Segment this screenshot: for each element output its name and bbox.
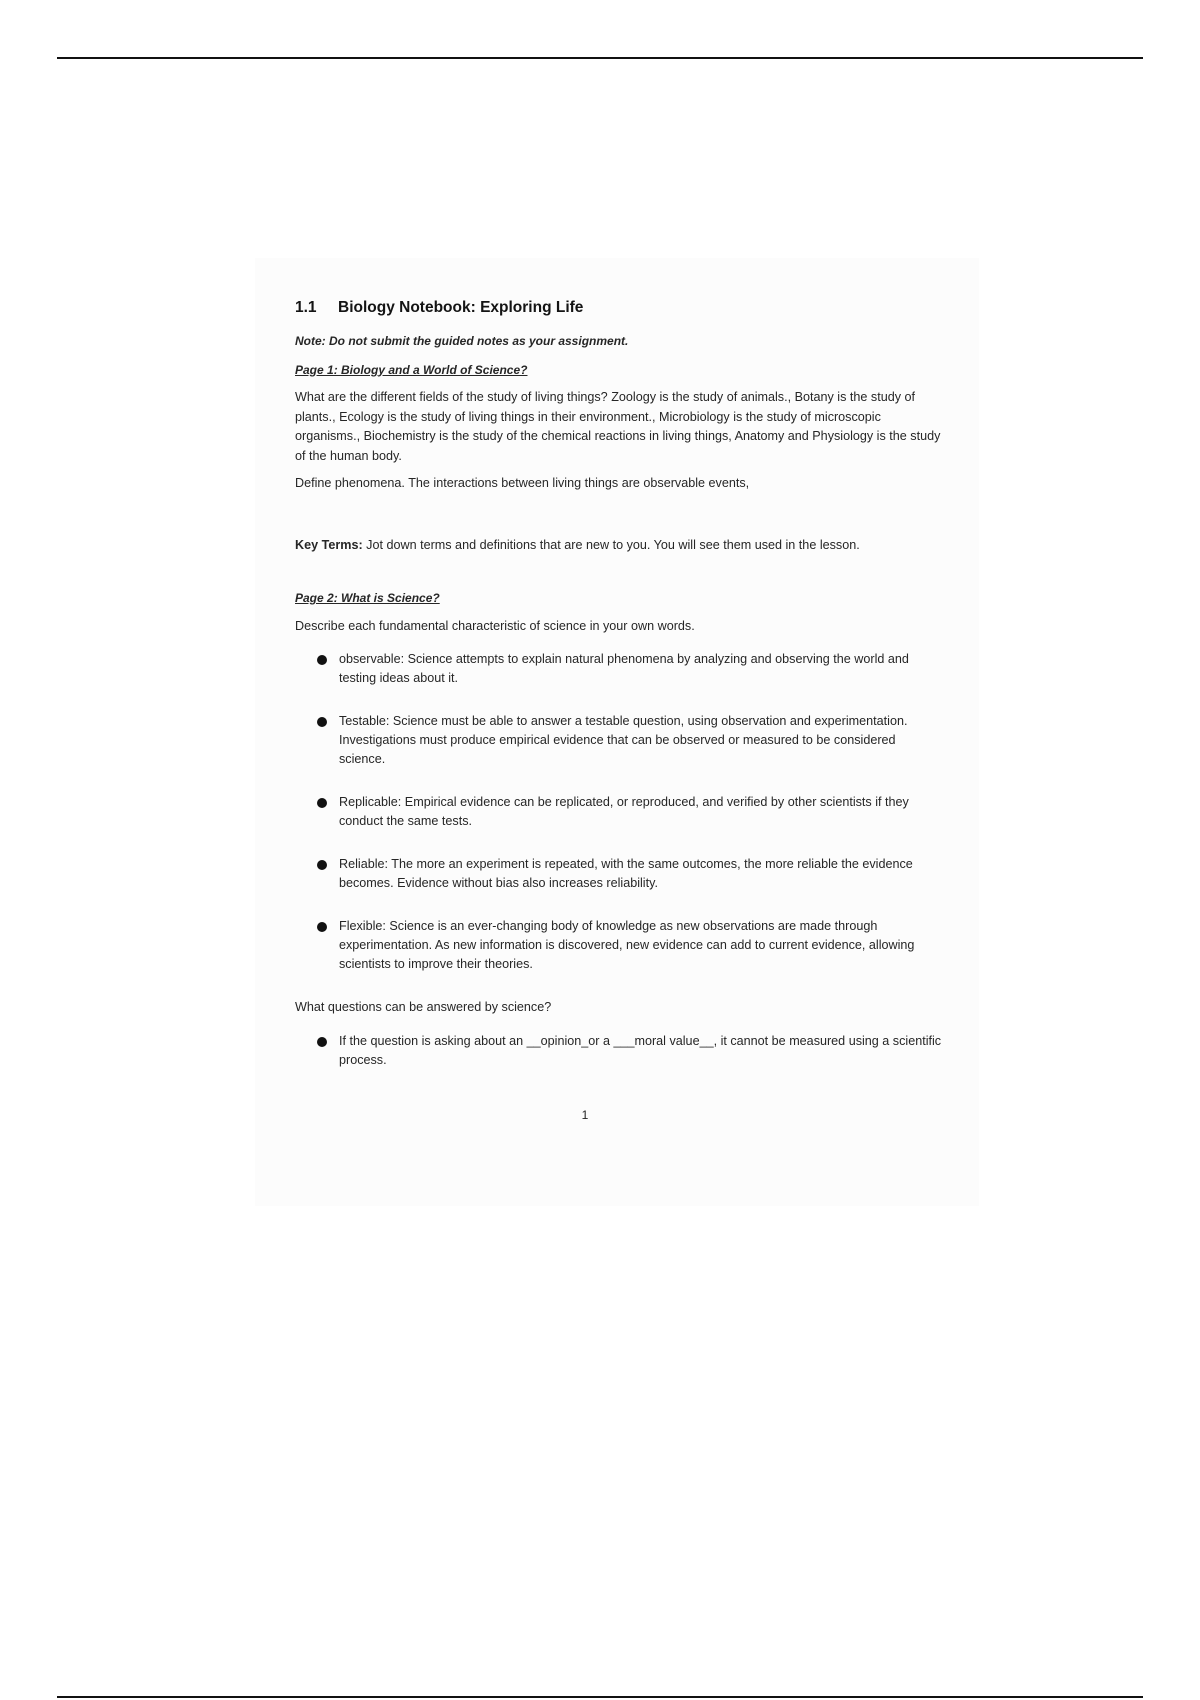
section-heading-page1: Page 1: Biology and a World of Science? [295,362,528,377]
list-item-text: Testable: Science must be able to answer a testable question, using observation and experimentation. Investigations must produce empirical evidence that can be observed or measured to be considered science. [339,714,908,766]
key-terms-paragraph [295,536,945,556]
title-text: Biology Notebook: Exploring Life [338,299,584,316]
bullet-icon [317,798,327,808]
section-heading-page2: Page 2: What is Science? [295,591,440,605]
list-item [317,855,945,893]
bottom-divider [57,1696,1143,1698]
top-divider [57,57,1143,59]
science-question: What questions can be answered by science? [295,1000,552,1014]
list-item [317,917,945,974]
phenomena-paragraph: Define phenomena. The interactions between living things are observable events, [295,476,750,490]
list-item [317,650,945,688]
list-item [317,1032,945,1070]
list-item [317,712,945,769]
list-item-text: Replicable: Empirical evidence can be replicated, or reproduced, and verified by other scientists if they conduct the same tests. [339,795,909,828]
list-item-text: Reliable: The more an experiment is repeated, with the same outcomes, the more reliable the evidence becomes. Evidence without bias also increases reliability. [339,857,913,890]
document-page [255,258,979,1206]
list-item-text: observable: Science attempts to explain natural phenomena by analyzing and observing the world and testing ideas about it. [339,652,909,685]
key-terms-label: Key Terms: [295,537,363,552]
page-number: 1 [581,1108,589,1122]
key-terms-text: Jot down terms and definitions that are new to you. You will see them used in the lesson. [362,537,860,552]
answers-list [295,1032,945,1070]
submission-note: Note: Do not submit the guided notes as your assignment. [295,334,629,348]
bullet-icon [317,1037,327,1047]
bullet-icon [317,860,327,870]
spacer [295,502,945,536]
list-item-text: If the question is asking about an __opinion_or a ___moral value__, it cannot be measured using a scientific process. [339,1033,942,1067]
spacer [295,563,945,589]
title-number: 1.1 [295,299,317,316]
list-item [317,793,945,831]
characteristics-list [295,650,945,974]
fields-paragraph: What are the different fields of the study of living things? Zoology is the study of animals., Botany is the study of plants., Ecology is the study of living things in their environment., Microbiology is the study of microscopic organisms., Biochemistry is the study of the chemical reactions in living things, Anatomy and Physiology is the study of the human body. [295,390,941,463]
bullet-icon [317,655,327,665]
bullet-icon [317,717,327,727]
list-item-text: Flexible: Science is an ever-changing body of knowledge as new observations are made through experimentation. As new information is discovered, new evidence can add to current evidence, allowing scientists to improve their theories. [339,919,915,971]
bullet-icon [317,922,327,932]
characteristics-intro: Describe each fundamental characteristic of science in your own words. [295,618,695,633]
document-title [295,298,945,318]
document-content [295,298,945,1094]
